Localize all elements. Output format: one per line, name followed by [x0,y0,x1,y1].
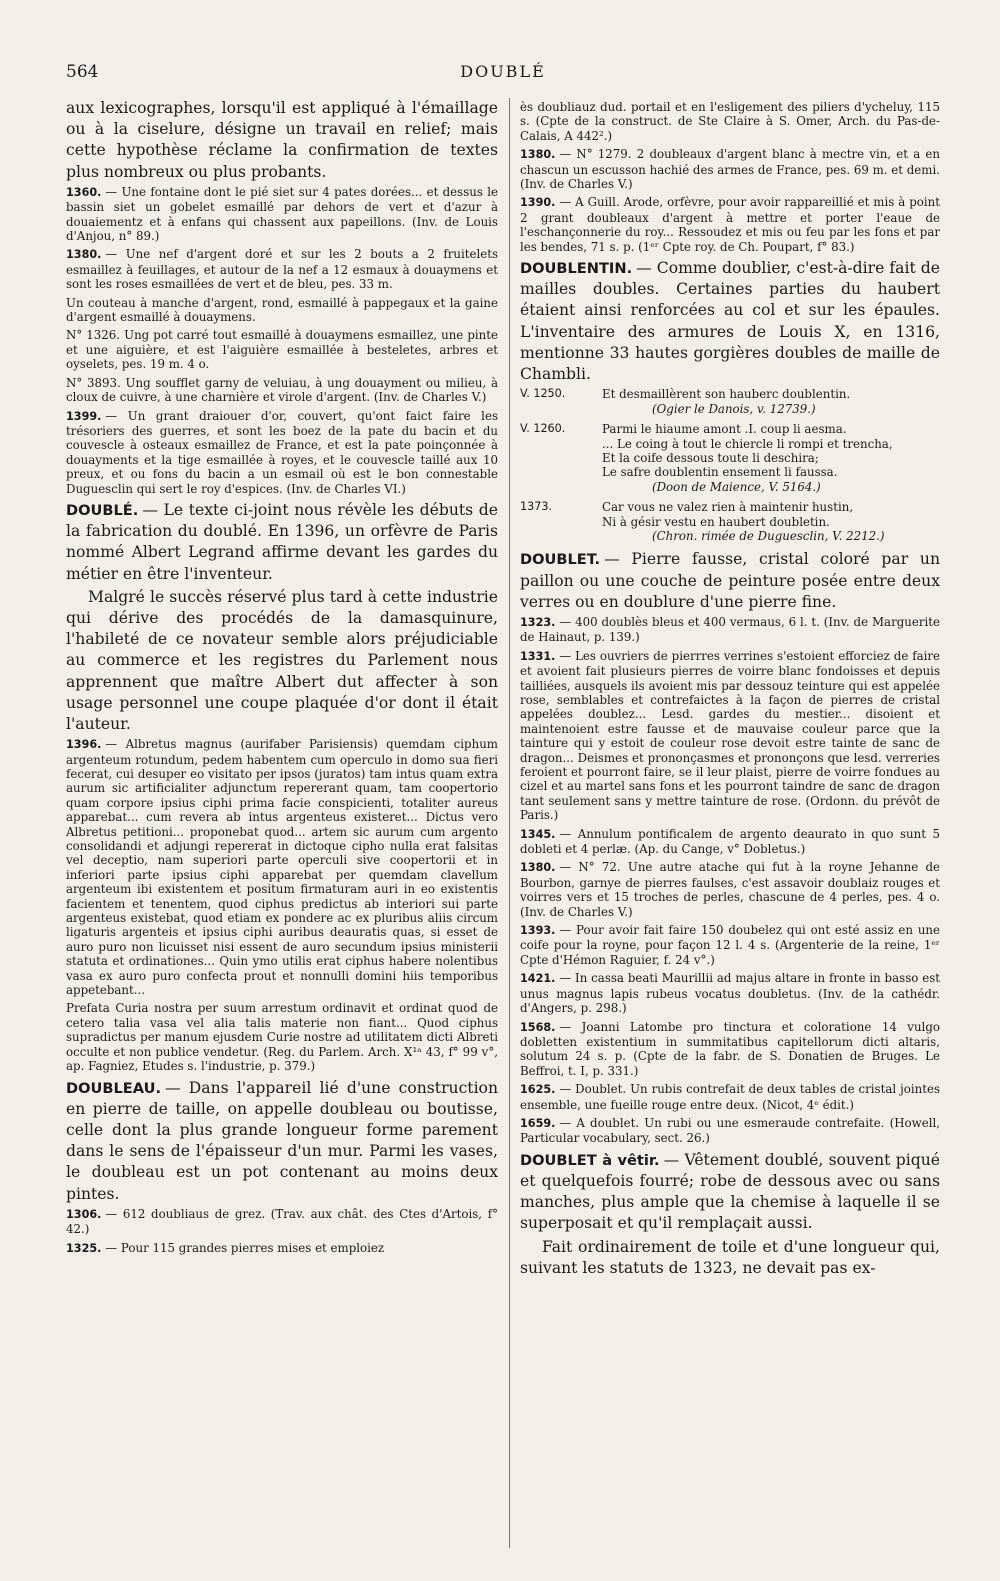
column-divider [509,98,510,1548]
paragraph-text: Fait ordinairement de toile et d'une longueur qui, suivant les statuts de 1323, ne devait pas ex- [520,1237,940,1277]
entry-paragraph [520,1150,940,1235]
verse-source: (Chron. rimée de Duguesclin, V. 2212.) [652,528,885,543]
citation [66,247,498,291]
verse-lines [602,387,940,416]
paragraph-text: — Joanni Latombe pro tinctura et coloratione 14 vulgo dobletten existentium in summitatibus capitellorum dicti altaris, solutum 24 s. p. (Cpte de la fabr. de S. Donatien de Bruges. Le Beffroi, t. I, p. 331.) [520,1019,940,1078]
citation [520,147,940,191]
body-paragraph [66,587,498,735]
verse-line: Et desmaillèrent son hauberc doublentin. [602,387,851,402]
citation-year: 1360. [66,185,102,199]
citation [66,1001,498,1073]
entry-paragraph [520,258,940,385]
citation [520,649,940,823]
paragraph-text: — 400 doublès bleus et 400 vermaus, 6 l. t. (Inv. de Marguerite de Hainaut, p. 139.) [520,614,940,645]
paragraph-text: — Annulum pontificalem de argento deaurato in quo sunt 5 dobleti et 4 perlæ. (Ap. du Cange, v° Dobletus.) [520,826,940,857]
paragraph-text: — Le texte ci-joint nous révèle les débuts de la fabrication du doublé. En 1396, un orfèvre de Paris nommé Albert Legrand affirme devant les gardes du métier en être l'inventeur. [66,500,498,583]
citation [520,1116,940,1146]
citation [66,737,498,997]
citation [66,296,498,325]
citation-year: 1380. [520,861,556,875]
citation [520,195,940,254]
verse-row [520,422,940,494]
entry-headword: DOUBLEAU. [66,1079,162,1097]
paragraph-text: aux lexicographes, lorsqu'il est appliqué à l'émaillage ou à la ciselure, désigne un travail en relief; mais cette hypothèse réclame la confirmation de textes plus nombreux ou plus probants. [66,99,498,181]
citation-year: 1421. [520,972,556,986]
verse-citation [520,500,940,543]
entry-headword: DOUBLÉ. [66,501,139,519]
left-column [66,98,498,1558]
citation-year: 1306. [66,1207,102,1221]
citation-year: 1396. [66,738,102,752]
verse-row [520,500,940,543]
citation-year: 1659. [520,1116,556,1130]
paragraph-text: Prefata Curia nostra per suum arrestum ordinavit et ordinat quod de cetero talia vasa vel alia talis materie non fiant... Quod ciphus supradictus per manum ejusdem Curie nostre ad utilitatem dicti Albreti occulte et non publice vendetur. (Reg. du Parlem. Arch. X¹ᵃ 43, f° 99 v°, ap. Fagniez, Etudes s. l'industrie, p. 379.) [66,1001,498,1074]
citation-year: V. 1260. [520,422,566,436]
citation [66,185,498,244]
citation-year: 1373. [520,500,553,514]
citation-year: 1323. [520,615,556,629]
page-header [66,62,940,86]
verse-line: Car vous ne valez rien à maintenir hustin, [602,500,854,515]
paragraph-text: Un couteau à manche d'argent, rond, esmaillé à pappegaux et la gaine d'argent esmaillé à douaymens. [66,295,498,325]
entry-paragraph [66,1078,498,1205]
paragraph-text: — Pierre fausse, cristal coloré par un paillon ou une couche de peinture posée entre deux verres ou en doublure d'une pierre fine. [520,550,940,611]
paragraph-text: — Pour 115 grandes pierres mises et emploiez [105,1240,385,1255]
right-column [520,98,940,1558]
verse-line: Et la coife dessous toute li deschira; [602,450,819,465]
citation-year: 1568. [520,1020,556,1034]
paragraph-text: — A doublet. Un rubi ou une esmeraude contrefaite. (Howell, Particular vocabulary, sect. 26.) [520,1115,940,1146]
verse-row [520,387,940,416]
verse-citation [520,387,940,416]
entry-headword: DOUBLENTIN. [520,260,633,278]
paragraph-text: — Albretus magnus (aurifaber Parisiensis) quemdam ciphum argenteum rotundum, pedem habentem cum operculo in domo sua fieri fecerat, cui desuper eo visitato per ipsos (juratos) tam intus quam extra aurum sic artificialiter adjunctum repererant quam, tam coopertorio quam corpore ipsius ciphi prima facie conspicienti, totaliter aureus apparebat... cum revera ab intus argenteus existeret... Dictus vero Albretus petitioni... proponebat quod... artem sic aurum cum argento consolidandi et adjungi repererat in dictoque cipho nulla erat falsitas vel deceptio, nam superiori parte operculi sive coopertorii et in inferiori parte ipsius ciphi apparebat per quemdam clavellum argenteum ibi existentem et positum firmaturam auri in eo existentis facientem et tenentem, quod ciphus predictus ab interiori sui parte argenteus existebat, quod etiam ex pondere ac ex pluribus aliis circum ligaturis argenteis et ipsius ciphi auribus deauratis quas, si esset de auro puro non licuisset nisi essent de auro secundum ipsius ministerii statuta et ordinationes... Quin ymo utilis erat ciphus habere nolentibus vasa ex auro puro confecta prout et nonnulli domini hiis temporibus appetebant... [66,737,498,998]
paragraph-text: — Pour avoir fait faire 150 doubelez qui ont esté assiz en une coife pour la royne, pour façon 12 l. 4 s. (Argenterie de la reine, 1ᵉʳ Cpte d'Hémon Raguier, f. 24 v°.) [520,923,940,967]
entry-paragraph [66,500,498,585]
paragraph-text: — N° 1279. 2 doubleaux d'argent blanc à mectre vin, et a en chascun un escusson hachié des armes de France, pes. 69 m. et demi. (Inv. de Charles V.) [520,147,940,192]
citation [66,328,498,371]
verse-source: (Doon de Maience, V. 5164.) [652,479,821,494]
paragraph-text: — N° 72. Une autre atache qui fut à la royne Jehanne de Bourbon, garnye de pierres faulses, c'est assavoir doublaiz rouges et voirres vers et 15 troches de perles, chascune de 4 perles, pes. 4 o. (Inv. de Charles V.) [520,860,940,919]
citation-year: 1625. [520,1083,556,1097]
paragraph-text: N° 1326. Ung pot carré tout esmaillé à douaymens esmaillez, une pinte et une aiguière, et est l'aiguière esmaillée à besteletes, arbres et oyselets, pes. 19 m. 4 o. [66,328,498,372]
running-title: DOUBLÉ [460,62,546,81]
body-paragraph [66,98,498,183]
paragraph-text: — Une nef d'argent doré et sur les 2 bouts a 2 fruitelets esmaillez à feuillages, et autour de la nef a 12 esmaux à douaymens et sont les roses esmaillées de vert et de bleu, pes. 33 m. [66,247,498,292]
verse-line: ... Le coing à tout le chiercle li rompi et trencha, [602,436,893,451]
paragraph-text: — Comme doublier, c'est-à-dire fait de mailles doubles. Certaines parties du haubert étaient ainsi renforcées au col et sur les épaules. L'inventaire des armures de Louis X, en 1316, mentionne 33 hautes gorgières doubles de maille de Chambli. [520,259,940,384]
citation [520,827,940,857]
verse-line: Le safre doublentin ensement li faussa. [602,465,838,480]
citation-year: 1331. [520,649,556,663]
entry-headword: DOUBLET. [520,551,601,569]
citation-year: 1380. [66,248,102,262]
citation [520,923,940,967]
verse-citation [520,422,940,494]
paragraph-text: — Un grant draiouer d'or, couvert, qu'ont faict faire les trésoriers des guerres, et sont les boez de la pate du bacin et du couvescle à osteaux esmaillez de France, et est la pate poinçonnée à douayments et la tige esmaillée à royes, et le couvescle taillé aux 10 preux, et ou fons du bacin a un esmail où est le bon connestable Duguesclin qui sert le roy d'espices. (Inv. de Charles VI.) [66,408,498,496]
page-number: 564 [66,62,99,82]
body-paragraph [520,1237,940,1279]
citation-year: 1393. [520,924,556,938]
paragraph-text: — In cassa beati Maurillii ad majus altare in fronte in basso est unus magnus lapis rubeus vocatus doubletus. (Inv. de la cathédr. d'Angers, p. 298.) [520,971,940,1016]
entry-paragraph [520,549,940,613]
paragraph-text: ès doubliauz dud. portail et en l'esligement des piliers d'ycheluy, 115 s. (Cpte de la construct. de Ste Claire à S. Omer, Arch. du Pas-de-Calais, A 442².) [520,100,940,143]
paragraph-text: Malgré le succès réservé plus tard à cette industrie qui dérive des procédés de la damasquinure, l'habileté de ce novateur semble alors préjudiciable au commerce et les registres du Parlement nous apprennent que maître Albert dut affecter à son usage personnel une coupe plaquée d'or dont il était l'auteur. [66,587,498,733]
paragraph-text: — 612 doubliaus de grez. (Trav. aux chât. des Ctes d'Artois, f° 42.) [66,1206,498,1237]
entry-headword: DOUBLET à vêtir. [520,1151,660,1169]
verse-lines [602,500,940,543]
verse-line: Parmi le hiaume amont .I. coup li aesma. [602,422,847,437]
citation [520,1082,940,1112]
citation-year: 1380. [520,148,556,162]
citation-year: 1325. [66,1241,102,1255]
citation [520,615,940,645]
citation-year: 1390. [520,196,556,210]
citation [66,376,498,405]
citation [66,409,498,496]
citation-year: V. 1250. [520,387,566,401]
paragraph-text: — Les ouvriers de pierrres verrines s'estoient efforciez de faire et avoient fait plusieurs pierres de voirre blanc fondoisses et depuis tailliées, ausquels ils avoient mis par dessouz teinture qui est appelée rose, semblables et contrefaictes à la façon de pierres de cristal appelées doublez... Lesd. gardes du mestier... disoient et maintenoient estre fausse et de mauvaise couleur parce que la tainture qui y estoit de couleur rose devoit estre tainte de sanc de dragon... Deismes et prononçasmes et prononçons que lesd. verreries feroient et pourront faire, se il leur plaist, pierre de voirre fondues au cizel et au martel sans fons et les pourront taindre de sanc de dragon tant seulement sans y mettre tainture de rose. (Ordonn. du prévôt de Paris.) [520,648,940,823]
paragraph-text: — Une fontaine dont le pié siet sur 4 pates dorées... et dessus le bassin siet un gobelet esmaillé par dehors de vert et d'azur à douaiementz et à enfans qui chassent aux papeillons. (Inv. de Louis d'Anjou, n° 89.) [66,184,498,244]
citation-year: 1345. [520,827,556,841]
citation-year: 1399. [66,409,102,423]
paragraph-text: — Vêtement doublé, souvent piqué et quelquefois fourré; robe de dessous avec ou sans manches, plus ample que la chemise à laquelle il se superposait et qu'il remplaçait aussi. [520,1150,940,1233]
paragraph-text: — A Guill. Arode, orfèvre, pour avoir rappareillié et mis à point 2 grant doubleaux d'argent à mettre et porter l'eaue de l'eschançonnerie du roy... Ressoudez et mis ou feu par les fons et par les bendes, 71 s. p. (1ᵉʳ Cpte roy. de Ch. Poupart, f° 83.) [520,195,940,254]
verse-lines [602,422,940,494]
verse-source: (Ogier le Danois, v. 12739.) [652,401,816,416]
paragraph-text: — Dans l'appareil lié d'une construction en pierre de taille, on appelle doubleau ou boutisse, celle dont la plus grande longueur forme parement dans le sens de l'épaisseur d'un mur. Parmi les vases, le doubleau est un pot contenant au moins deux pintes. [66,1078,498,1203]
citation [66,1241,498,1256]
citation [520,1020,940,1079]
citation [520,100,940,143]
citation [520,860,940,919]
paragraph-text: — Doublet. Un rubis contrefait de deux tables de cristal jointes ensemble, une fueille rouge entre deux. (Nicot, 4ᵉ édit.) [520,1082,940,1112]
citation [520,971,940,1015]
paragraph-text: N° 3893. Ung soufflet garny de veluiau, à ung douayment ou milieu, à cloux de cuivre, à une charnière et virole d'argent. (Inv. de Charles V.) [66,375,498,405]
citation [66,1207,498,1237]
verse-line: Ni à gésir vestu en haubert doubletin. [602,514,830,529]
